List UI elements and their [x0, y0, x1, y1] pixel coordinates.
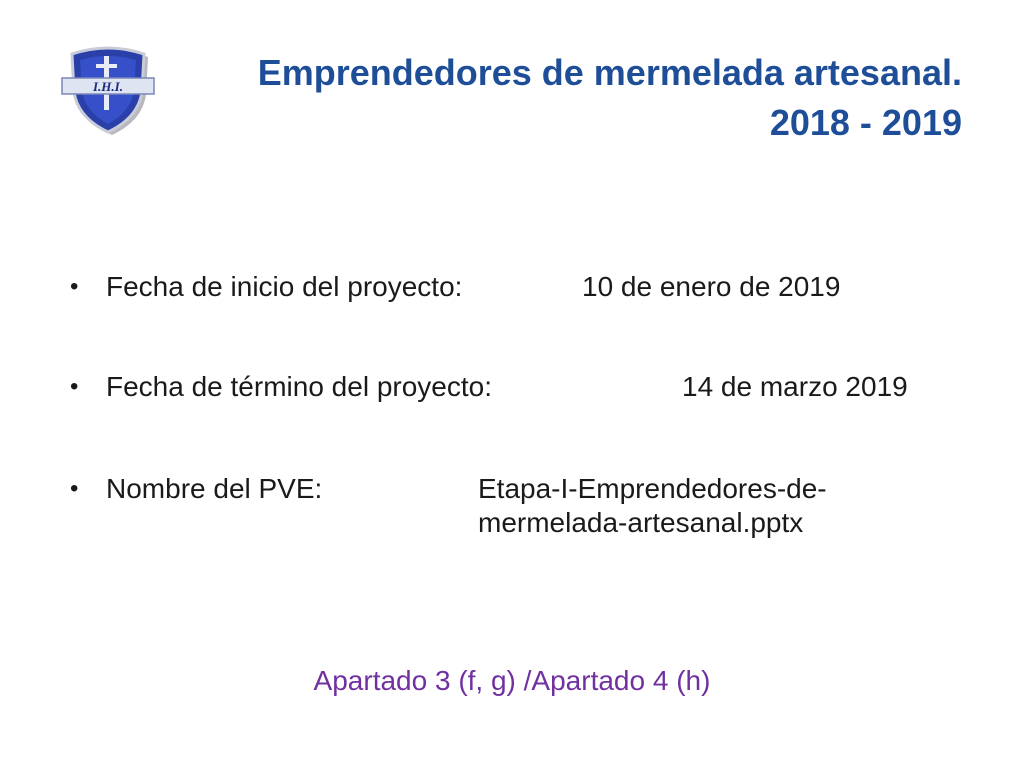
bullet-label: Nombre del PVE: [106, 473, 323, 504]
bullet-value: 14 de marzo 2019 [682, 371, 908, 402]
footer-reference: Apartado 3 (f, g) /Apartado 4 (h) [313, 665, 711, 696]
bullet-icon: • [70, 273, 79, 300]
bullet-icon: • [70, 373, 79, 400]
bullet-label: Fecha de término del proyecto: [106, 371, 492, 402]
bullet-icon: • [70, 475, 79, 502]
bullet-label: Fecha de inicio del proyecto: [106, 271, 463, 302]
title-line-1: Emprendedores de mermelada artesanal. [257, 52, 962, 93]
bullet-value-line-2: mermelada-artesanal.pptx [478, 507, 804, 538]
bullet-value-line-1: Etapa-I-Emprendedores-de- [478, 473, 827, 504]
bullet-value: 10 de enero de 2019 [582, 271, 841, 302]
bullet-value [478, 472, 827, 540]
page-title [162, 48, 962, 148]
title-line-2: 2018 - 2019 [769, 102, 962, 143]
school-shield-logo [58, 40, 158, 136]
logo-text: I.H.I. [93, 79, 123, 94]
